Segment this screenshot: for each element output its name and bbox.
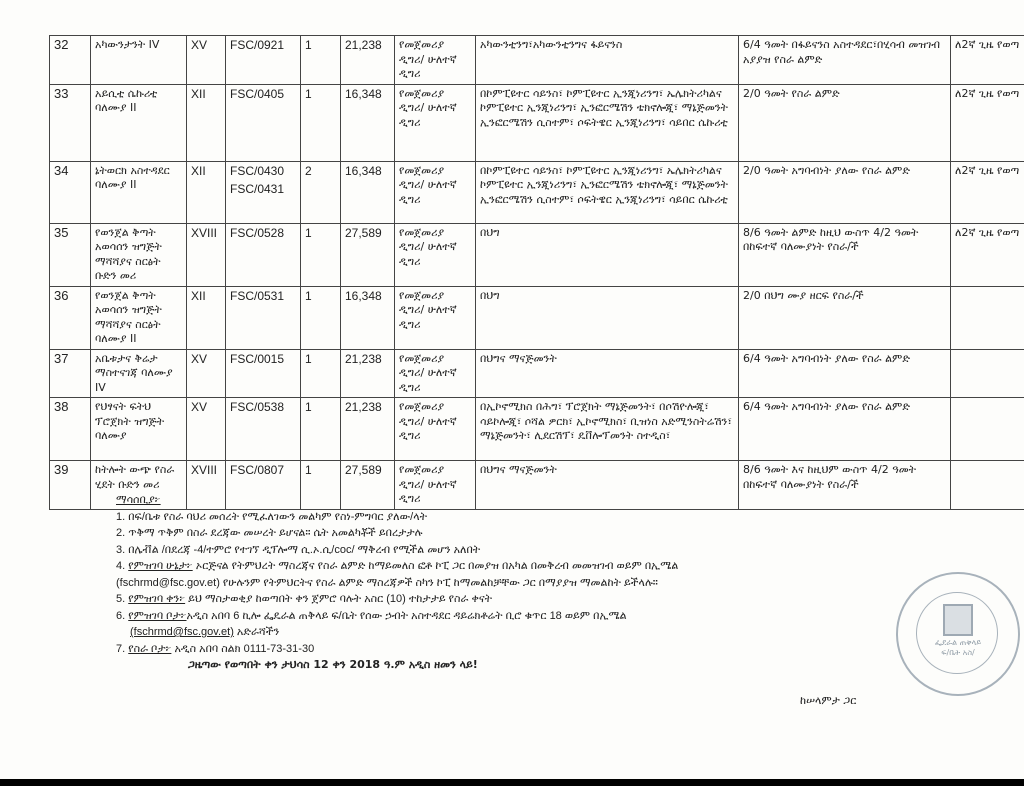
experience-requirement: 2/0 ዓመት የስራ ልምድ	[739, 84, 951, 161]
salary: 27,589	[341, 223, 395, 286]
job-code: FSC/0807	[230, 463, 285, 477]
salary: 21,238	[341, 36, 395, 85]
field-of-study: በኮምፒዩተር ሳይንስ፣ ኮምፒዩተር ኢንጂነሪንግ፣ ኤሌክትሪካልና ኮምፒዩተር ኢንጂነሪንግ፣ ኢንፎርሜሽን ቴክኖሎጂ፣ ማኔጅመንት ኢንፎርሜሽን ሲስተም፣ ሶፍትዌር ኢንጂነሪንግ፣ ሳይበር ሴኩሪቲ	[476, 84, 739, 161]
job-code: FSC/0015	[230, 351, 285, 366]
job-code: FSC/0430	[230, 163, 285, 178]
job-codes	[226, 398, 301, 461]
note-number: 2.	[116, 527, 126, 539]
note-item	[116, 542, 1016, 559]
salary: 21,238	[341, 398, 395, 461]
job-code: FSC/0431	[230, 182, 285, 196]
row-number: 36	[50, 286, 91, 349]
job-title: አካውንታንት IV	[91, 36, 187, 85]
note-item	[116, 591, 1016, 608]
note-text: በፍ/ቤቱ የስራ ባህሪ መሰረት የሚፈለገውን መልካም የስነ-ምግባር ያለው/ላት	[128, 510, 428, 523]
table-row	[50, 36, 1024, 85]
remark: ለ2ኛ ጊዜ የወጣ	[951, 223, 1024, 286]
job-title: የህፃናት ፍትህ ፕሮጀክት ዝግጅት ባለሙያ	[91, 398, 187, 461]
publication-date-line: ጋዜጣው የወጣበት ቀን ታህሳስ 12 ቀን 2018 ዓ.ም አዲስ ዘመን ላይ!	[188, 658, 478, 671]
note-text: አዲስ አበባ ስልክ 0111-73-31-30	[171, 642, 315, 655]
degree-requirement: የመጀመሪያ ዲግሪ/ ሁለተኛ ዲግሪ	[395, 84, 476, 161]
job-code: FSC/0528	[230, 225, 285, 240]
salary: 27,589	[341, 461, 395, 510]
remark: ለ2ኛ ጊዜ የወጣ	[951, 36, 1024, 85]
note-text: (fschrmd@fsc.gov.et) የሁሉንም የትምህርትና የስራ ልምድ ማስረጃዎች ስካን ኮፒ ከማመልከቻቸው ጋር በማያያዝ ማመልከት ይችላሉ።	[116, 576, 658, 589]
grade: XV	[187, 36, 226, 85]
row-number: 35	[50, 223, 91, 286]
table-row	[50, 349, 1024, 398]
job-codes	[226, 84, 301, 161]
degree-requirement: የመጀመሪያ ዲግሪ/ ሁለተኛ ዲግሪ	[395, 461, 476, 510]
note-number: 1.	[116, 510, 126, 523]
job-title: አይሲቲ ሴኩሪቲ ባለሙያ II	[91, 84, 187, 161]
row-number: 32	[50, 36, 91, 85]
job-title: ኔትወርክ አስተዳደር ባለሙያ II	[91, 161, 187, 223]
grade: XVIII	[187, 223, 226, 286]
note-continuation	[116, 624, 1016, 641]
remark	[951, 286, 1024, 349]
job-code: FSC/0538	[230, 400, 285, 414]
note-item	[116, 641, 1016, 658]
grade: XII	[187, 161, 226, 223]
scan-edge-bar	[0, 779, 1024, 786]
field-of-study: አካውንቲንግ፣አካውንቲንግና ፋይናንስ	[476, 36, 739, 85]
court-seal: ፌደራል ጠቅላይ ፍ/ቤት አስ/	[896, 572, 1020, 696]
note-continuation	[116, 575, 1016, 592]
quantity: 1	[301, 223, 341, 286]
experience-requirement: 6/4 ዓመት አግባብነት ያለው የስራ ልምድ	[739, 398, 951, 461]
experience-requirement: 2/0 በህግ ሙያ ዘርፍ የስራ/ች	[739, 286, 951, 349]
table-row	[50, 398, 1024, 461]
note-item	[116, 525, 1016, 542]
job-title: አቤቱታና ቅሬታ ማስተናገጃ ባለሙያ IV	[91, 349, 187, 398]
table-row	[50, 84, 1024, 161]
note-label: የምዝገባ ሁኔታ፦	[128, 560, 193, 572]
quantity: 1	[301, 84, 341, 161]
field-of-study: በህግና ማናጅመንት	[476, 461, 739, 510]
field-of-study: በህግ	[476, 286, 739, 349]
job-title: የወንጀል ቅጣት አወሳሰን ዝግጅት ማሻሻያና ስርፅት ቡድን መሪ	[91, 223, 187, 286]
note-text: ይህ ማስታወቂያ ከወጣበት ቀን ጀምሮ ባሉት አስር (10) ተከታታይ የስራ ቀናት	[185, 593, 493, 605]
remark	[951, 398, 1024, 461]
salary: 16,348	[341, 84, 395, 161]
field-of-study: በህግና ማናጅመንት	[476, 349, 739, 398]
experience-requirement: 8/6 ዓመት እና ከዚህም ውስጥ 4/2 ዓመት በከፍተኛ ባለሙያነት የስራ/ች	[739, 461, 951, 510]
job-code: FSC/0921	[230, 38, 285, 52]
job-code: FSC/0405	[230, 86, 285, 101]
notes-section	[116, 492, 1016, 674]
job-title: ከትሎት ውጭ የስራ ሂደት ቡድን መሪ	[91, 461, 187, 510]
quantity: 2	[301, 161, 341, 223]
note-number: 6.	[116, 609, 126, 622]
table-row	[50, 161, 1024, 223]
table-row	[50, 223, 1024, 286]
job-code: FSC/0531	[230, 288, 285, 303]
job-codes	[226, 36, 301, 85]
email-link[interactable]: (fschrmd@fsc.gov.et)	[130, 626, 234, 638]
quantity: 1	[301, 349, 341, 398]
degree-requirement: የመጀመሪያ ዲግሪ/ ሁለተኛ ዲግሪ	[395, 36, 476, 85]
quantity: 1	[301, 461, 341, 510]
remark	[951, 349, 1024, 398]
notes-heading: ማሳሰቢያ፦	[116, 493, 161, 506]
experience-requirement: 6/4 ዓመት አግባብነት ያለው የስራ ልምድ	[739, 349, 951, 398]
grade: XVIII	[187, 461, 226, 510]
degree-requirement: የመጀመሪያ ዲግሪ/ ሁለተኛ ዲግሪ	[395, 398, 476, 461]
note-number: 7.	[116, 642, 126, 655]
note-number: 5.	[116, 593, 126, 605]
salary: 21,238	[341, 349, 395, 398]
grade: XII	[187, 84, 226, 161]
note-item	[116, 558, 1016, 575]
note-label: የምዝገባ ቀን፦	[128, 593, 186, 605]
grade: XII	[187, 286, 226, 349]
row-number: 34	[50, 161, 91, 223]
salary: 16,348	[341, 286, 395, 349]
field-of-study: በኮምፒዩተር ሳይንስ፣ ኮምፒዩተር ኢንጂነሪንግ፣ ኤሌክትሪካልና ኮምፒዩተር ኢንጂነሪንግ፣ ኢንፎርሜሽን ቴክኖሎጂ፣ ማኔጅመንት ኢንፎርሜሽን ሲስተም፣ ሶፍትዌር ኢንጂነሪንግ፣ ሳይበር ሴኩሪቲ	[476, 161, 739, 223]
job-codes	[226, 223, 301, 286]
row-number: 33	[50, 84, 91, 161]
experience-requirement: 6/4 ዓመት በፋይናንስ አስተዳደር፣በሂሳብ መዝገብ አያያዝ የስራ ልምድ	[739, 36, 951, 85]
quantity: 1	[301, 36, 341, 85]
note-number: 3.	[116, 543, 126, 556]
note-label: የምዝገባ ቦታ፦	[128, 609, 187, 622]
grade: XV	[187, 349, 226, 398]
salary: 16,348	[341, 161, 395, 223]
grade: XV	[187, 398, 226, 461]
job-title: የወንጀል ቅጣት አወሳሰን ዝግጅት ማሻሻያና ስርፅት ባለሙያ II	[91, 286, 187, 349]
note-text: በሌቭል /በደረጃ -4/ተምሮ የተገኘ ዲፕሎማ ሲ.ኦ.ሲ/coc/ ማቅረብ የሚችል መሆን አለበት	[128, 543, 481, 556]
note-item	[116, 509, 1016, 526]
row-number: 38	[50, 398, 91, 461]
job-codes	[226, 349, 301, 398]
note-text: ኦርጅናል የትምህረት ማስረጃና የስራ ልምድ ከማይመለስ ፎቶ ኮፒ ጋር በመያዝ በአካል በመቅረብ መመዝገብ ወይም በኢሜል	[192, 560, 679, 572]
degree-requirement: የመጀመሪያ ዲግሪ/ ሁለተኛ ዲግሪ	[395, 349, 476, 398]
experience-requirement: 2/0 ዓመት አግባብነት ያለው የስራ ልምድ	[739, 161, 951, 223]
signature-closing: ከሠላምታ ጋር	[800, 694, 857, 707]
experience-requirement: 8/6 ዓመት ልምድ ከዚህ ውስጥ 4/2 ዓመት በከፍተኛ ባለሙያነት የስራ/ች	[739, 223, 951, 286]
note-text: ጥቅማ ጥቅም በስራ ደረጃው መሠረት ይሆናል። ሴት አመልካቾች ይበረታታሉ	[128, 527, 423, 539]
field-of-study: በኢኮኖሚክስ በሕግ፣ ፕሮጀክት ማኔጅመንት፣ በሶሽዮሎጂ፣ ሳይኮሎጂ፣ ሶሻል ዎርክ፣ ኢኮኖሚክስ፣ ቢዝነስ አድሚንስትሬሽን፣ ማኔጅመንት፣ ሊደርሽፕ፣ ዴቨሎፕመንት ስተዲስ፣	[476, 398, 739, 461]
emblem-icon	[943, 604, 973, 636]
note-item	[116, 608, 1016, 625]
degree-requirement: የመጀመሪያ ዲግሪ/ ሁለተኛ ዲግሪ	[395, 286, 476, 349]
remark: ለ2ኛ ጊዜ የወጣ	[951, 161, 1024, 223]
field-of-study: በህግ	[476, 223, 739, 286]
table-row	[50, 286, 1024, 349]
vacancy-table	[49, 35, 1024, 510]
note-text: አድራሻችን	[233, 626, 280, 638]
note-text: አዲስ አበባ 6 ኪሎ ፌዴራል ጠቅላይ ፍ/ቤት የሰው ኃብት አስተዳደር ዳይሬክቶሬት ቢሮ ቁጥር 18 ወይም በኢሜል	[186, 609, 627, 622]
remark: ለ2ኛ ጊዜ የወጣ	[951, 84, 1024, 161]
job-codes	[226, 161, 301, 223]
row-number: 37	[50, 349, 91, 398]
degree-requirement: የመጀመሪያ ዲግሪ/ ሁለተኛ ዲግሪ	[395, 223, 476, 286]
job-codes	[226, 286, 301, 349]
degree-requirement: የመጀመሪያ ዲግሪ/ ሁለተኛ ዲግሪ	[395, 161, 476, 223]
note-number: 4.	[116, 560, 126, 572]
quantity: 1	[301, 398, 341, 461]
row-number: 39	[50, 461, 91, 510]
note-label: የስራ ቦታ፦	[128, 642, 172, 655]
quantity: 1	[301, 286, 341, 349]
